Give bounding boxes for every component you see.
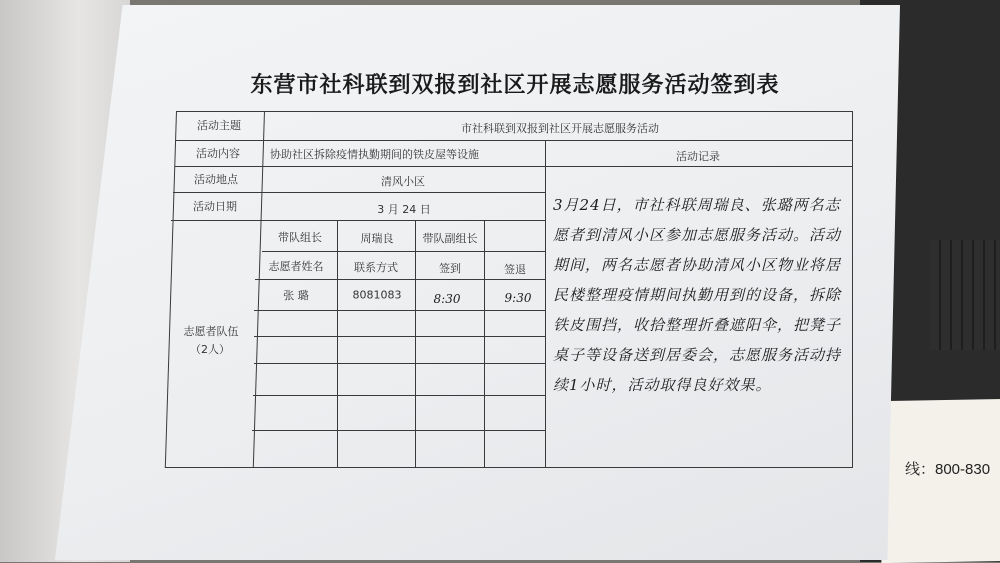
location-value: 清风小区	[381, 175, 425, 188]
table-col-line	[415, 220, 416, 467]
content-value: 协助社区拆除疫情执勤期间的铁皮屋等设施	[270, 148, 479, 161]
team-label: 志愿者队伍	[183, 325, 239, 338]
table-col-line	[337, 220, 338, 467]
table-row-line	[254, 310, 545, 311]
table-border-top	[177, 111, 852, 112]
hotline-text: 线：800-830	[905, 461, 991, 478]
check-in-time: 8:30	[433, 292, 461, 306]
check-in-header: 签到	[439, 262, 461, 275]
sheet-title: 东营市社科联到双报到社区开展志愿服务活动签到表	[250, 72, 780, 98]
theme-label: 活动主题	[197, 119, 241, 132]
leader-name: 周瑞良	[360, 232, 394, 245]
date-label: 活动日期	[193, 200, 237, 213]
table-row-line	[253, 395, 545, 396]
leader-label: 带队组长	[278, 231, 322, 244]
table-row-line	[254, 363, 545, 364]
table-row-line	[262, 251, 545, 252]
table-col-line	[484, 220, 485, 467]
content-label: 活动内容	[196, 147, 240, 160]
location-label: 活动地点	[194, 173, 238, 186]
volunteer-phone: 8081083	[352, 288, 402, 302]
date-value: 3 月 24 日	[377, 203, 431, 216]
table-row-line	[252, 430, 545, 431]
theme-value: 市社科联到双报到社区开展志愿服务活动	[461, 122, 659, 135]
table-border-left	[165, 111, 177, 468]
check-out-header: 签退	[504, 263, 526, 276]
table-row-line	[175, 166, 852, 167]
team-count: （2人）	[190, 343, 230, 356]
table-row-line	[255, 279, 545, 280]
table-col-line	[545, 140, 546, 467]
contact-header: 联系方式	[354, 261, 398, 274]
volunteer-name: 张 璐	[283, 289, 309, 302]
table-border-right	[852, 111, 853, 468]
table-row-line	[173, 192, 545, 193]
volunteer-name-header: 志愿者姓名	[268, 260, 324, 273]
record-label: 活动记录	[676, 150, 720, 163]
check-out-time: 9:30	[504, 291, 532, 305]
table-col-line	[253, 111, 265, 468]
table-row-line	[176, 140, 852, 141]
table-row-line	[254, 336, 545, 337]
table-row-line	[171, 220, 545, 221]
table-border-bottom	[165, 467, 853, 468]
activity-record-handwriting: 3月24日，市社科联周瑞良、张璐两名志愿者到清风小区参加志愿服务活动。活动期间，两名志愿者协助清风小区物业将居民楼整理疫情期间执勤用到的设备，拆除铁皮围挡，收拾整理折叠遮阳伞，把凳子桌子等设备送到居委会，志愿服务活动持续1小时，活动取得良好效果。	[553, 196, 842, 394]
deputy-leader-label: 带队副组长	[422, 232, 478, 245]
